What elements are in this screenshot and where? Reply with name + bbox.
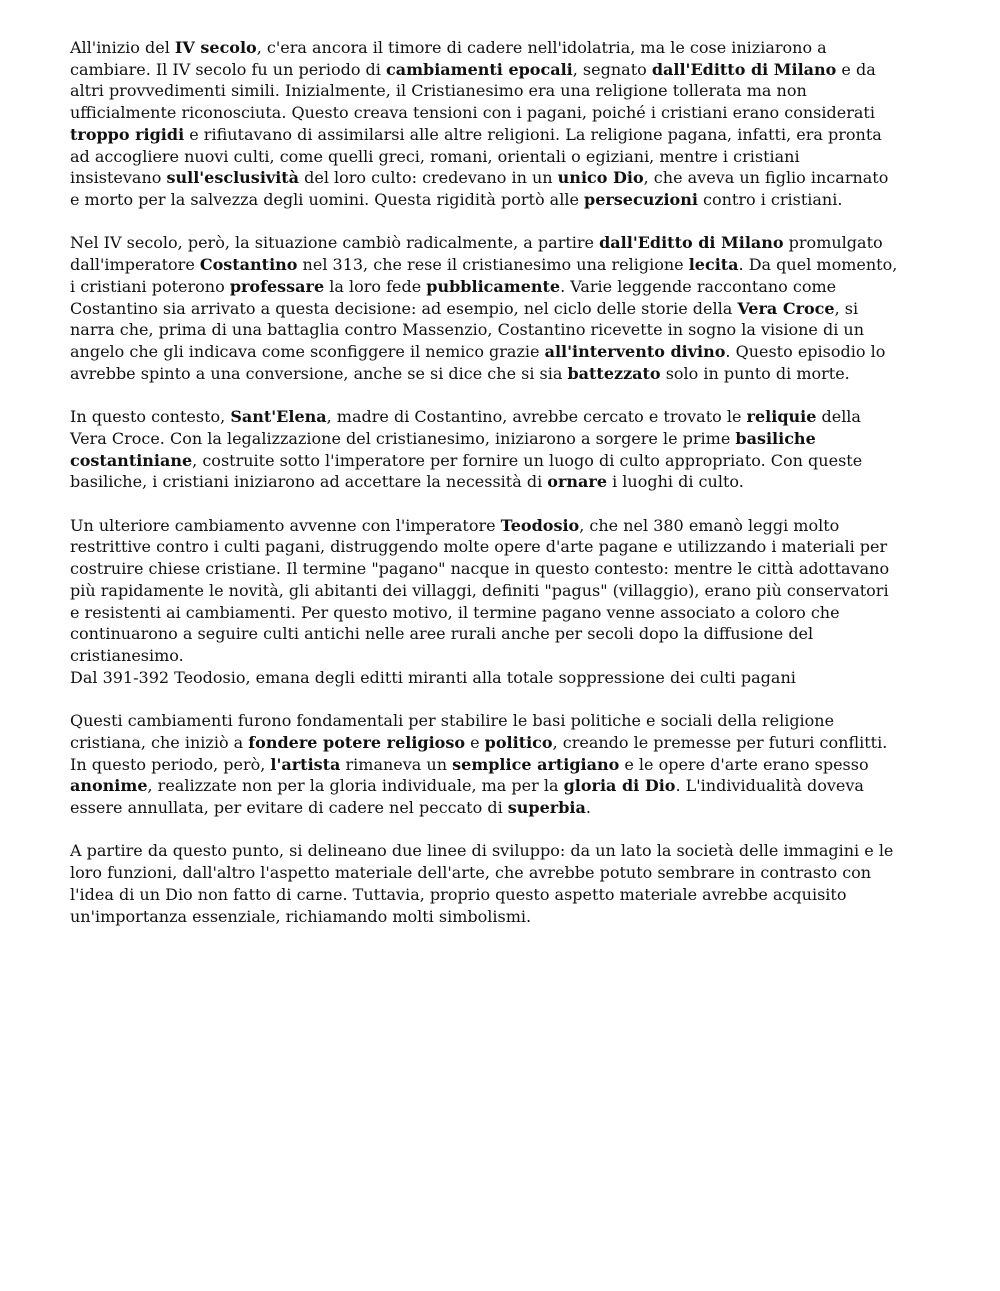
text-line [70, 298, 938, 320]
text-run: cristiana, che iniziò a [70, 732, 249, 752]
bold-text: battezzato [567, 363, 661, 383]
text-line [70, 406, 938, 428]
bold-text: troppo rigidi [70, 124, 185, 144]
text-run: promulgato [783, 233, 883, 253]
text-line [70, 667, 938, 689]
paragraph [70, 840, 938, 927]
text-run: , madre di Costantino, avrebbe cercato e trovato le [326, 407, 747, 427]
text-line [70, 645, 938, 667]
text-run: , creando le premesse per futuri conflitti. [552, 732, 888, 752]
text-run: , si [834, 298, 859, 318]
bold-text: semplice artigiano [452, 754, 620, 774]
paragraph [70, 232, 938, 384]
text-run: solo in punto di morte. [660, 363, 850, 383]
text-line [70, 450, 938, 472]
text-run: . Varie leggende raccontano come [560, 276, 837, 296]
text-line [70, 862, 938, 884]
bold-text: pubblicamente [426, 276, 561, 296]
bold-text: politico [484, 732, 553, 752]
text-run: . Questo episodio lo [725, 341, 886, 361]
text-line [70, 254, 938, 276]
text-run: dall'imperatore [70, 255, 200, 275]
bold-text: Teodosio [500, 515, 580, 535]
bold-text: persecuzioni [584, 189, 698, 209]
text-run: avrebbe spinto a una conversione, anche se si dice che si sia [70, 363, 568, 383]
text-run: , c'era ancora il timore di cadere nell'idolatria, ma le cose iniziarono a [256, 38, 827, 57]
text-line [70, 37, 938, 59]
bold-text: professare [229, 276, 325, 296]
text-line [70, 906, 938, 928]
bold-text: Costantino [199, 255, 298, 275]
paragraph [70, 406, 938, 493]
text-line [70, 341, 938, 363]
text-run: i luoghi di culto. [607, 472, 744, 492]
text-run: continuarono a seguire culti antichi nelle aree rurali anche per secoli dopo la diffusione del [70, 624, 814, 644]
text-run: e da [836, 59, 876, 79]
text-line [70, 515, 938, 537]
text-run: e resistenti ai cambiamenti. Per questo motivo, il termine pagano venne associato a coloro che [70, 602, 840, 622]
text-run: Dal 391-392 Teodosio, emana degli editti miranti alla totale soppressione dei culti pagani [70, 667, 796, 687]
text-run: , che nel 380 emanò leggi molto [579, 515, 840, 535]
text-line [70, 710, 938, 732]
bold-text: l'artista [270, 754, 341, 774]
text-run: e rifiutavano di assimilarsi alle altre religioni. La religione pagana, infatti, era pronta [184, 124, 882, 144]
bold-text: dall'Editto di Milano [651, 59, 837, 79]
text-line [70, 471, 938, 493]
text-run: , che aveva un figlio incarnato [643, 168, 889, 188]
text-line [70, 536, 938, 558]
text-line [70, 124, 938, 146]
text-run: All'inizio del [70, 38, 175, 57]
bold-text: IV secolo [174, 38, 257, 57]
document-body [70, 37, 938, 949]
text-run: rimaneva un [340, 754, 453, 774]
bold-text: unico Dio [557, 168, 644, 188]
text-run: più rapidamente le novità, gli abitanti dei villaggi, definiti "pagus" (villaggio), erano più conservatori [70, 580, 889, 600]
text-line [70, 580, 938, 602]
text-run: Questi cambiamenti furono fondamentali per stabilire le basi politiche e sociali della religione [70, 711, 835, 731]
text-run: In questo periodo, però, [70, 754, 271, 774]
bold-text: all'intervento divino [544, 341, 726, 361]
text-line [70, 797, 938, 819]
paragraph [70, 37, 938, 211]
text-run: basiliche, i cristiani iniziarono ad accettare la necessità di [70, 472, 548, 492]
text-run: , realizzate non per la gloria individuale, ma per la [147, 776, 564, 796]
paragraph [70, 515, 938, 667]
text-line [70, 775, 938, 797]
text-run: della [816, 407, 861, 427]
bold-text: cambiamenti epocali [385, 59, 573, 79]
text-run: cristianesimo. [70, 645, 184, 665]
bold-text: anonime [70, 776, 148, 796]
text-line [70, 363, 938, 385]
paragraph [70, 667, 938, 689]
bold-text: costantiniane [70, 450, 193, 470]
text-line [70, 276, 938, 298]
text-line [70, 189, 938, 211]
text-run: del loro culto: credevano in un [299, 168, 558, 188]
text-run: Nel IV secolo, però, la situazione cambiò radicalmente, a partire [70, 233, 600, 253]
bold-text: basiliche [735, 428, 816, 448]
text-run: loro funzioni, dall'altro l'aspetto materiale dell'arte, che avrebbe potuto sembrare in contrasto con [70, 863, 872, 883]
text-line [70, 623, 938, 645]
text-run: costruire chiese cristiane. Il termine "pagano" nacque in questo contesto: mentre le città adottavano [70, 559, 890, 579]
text-run: i cristiani poterono [70, 276, 230, 296]
text-run: cambiare. Il IV secolo fu un periodo di [70, 59, 386, 79]
bold-text: gloria di Dio [563, 776, 676, 796]
text-line [70, 232, 938, 254]
text-run: altri provvedimenti simili. Inizialmente, il Cristianesimo era una religione tollerata ma non [70, 81, 807, 101]
text-run: un'importanza essenziale, richiamando molti simbolismi. [70, 906, 532, 926]
text-run: . [585, 797, 591, 817]
text-run: , segnato [572, 59, 652, 79]
text-run: nel 313, che rese il cristianesimo una religione [297, 255, 689, 275]
text-line [70, 146, 938, 168]
text-run: contro i cristiani. [697, 189, 843, 209]
bold-text: dall'Editto di Milano [599, 233, 784, 253]
text-run: insistevano [70, 168, 167, 188]
bold-text: Sant'Elena [230, 407, 327, 427]
text-line [70, 80, 938, 102]
text-run: . L'individualità doveva [675, 776, 864, 796]
text-line [70, 732, 938, 754]
text-line [70, 884, 938, 906]
bold-text: superbia [507, 797, 586, 817]
text-run: essere annullata, per evitare di cadere nel peccato di [70, 797, 508, 817]
text-run: A partire da questo punto, si delineano due linee di sviluppo: da un lato la società delle immagini e le [70, 841, 894, 861]
text-line [70, 602, 938, 624]
paragraph [70, 710, 938, 819]
text-run: narra che, prima di una battaglia contro Massenzio, Costantino ricevette in sogno la visione di un [70, 320, 865, 340]
text-run: restrittive contro i culti pagani, distruggendo molte opere d'arte pagane e utilizzando i materiali per [70, 537, 888, 557]
text-run: Costantino sia arrivato a questa decisione: ad esempio, nel ciclo delle storie della [70, 298, 738, 318]
text-run: ad accogliere nuovi culti, come quelli greci, romani, orientali o egiziani, mentre i cristiani [70, 146, 800, 166]
text-run: e le opere d'arte erano spesso [619, 754, 869, 774]
text-run: Un ulteriore cambiamento avvenne con l'imperatore [70, 515, 501, 535]
text-line [70, 167, 938, 189]
text-line [70, 428, 938, 450]
text-run: ufficialmente riconosciuta. Questo creava tensioni con i pagani, poiché i cristiani erano considerati [70, 103, 875, 123]
bold-text: ornare [547, 472, 608, 492]
text-run: Vera Croce. Con la legalizzazione del cristianesimo, iniziarono a sorgere le prime [70, 428, 736, 448]
text-run: e morto per la salvezza degli uomini. Questa rigidità portò alle [70, 189, 584, 209]
text-run: e [465, 732, 485, 752]
bold-text: Vera Croce [737, 298, 835, 318]
text-line [70, 754, 938, 776]
bold-text: sull'esclusività [166, 168, 300, 188]
text-line [70, 840, 938, 862]
text-run: angelo che gli indicava come sconfiggere il nemico grazie [70, 341, 545, 361]
bold-text: lecita [688, 255, 739, 275]
text-run: . Da quel momento, [738, 255, 898, 275]
text-line [70, 558, 938, 580]
bold-text: fondere potere religioso [248, 732, 466, 752]
text-run: , costruite sotto l'imperatore per fornire un luogo di culto appropriato. Con queste [192, 450, 863, 470]
text-run: l'idea di un Dio non fatto di carne. Tuttavia, proprio questo aspetto materiale avrebbe acquisito [70, 884, 847, 904]
text-line [70, 102, 938, 124]
text-run: la loro fede [324, 276, 427, 296]
text-run: In questo contesto, [70, 407, 231, 427]
text-line [70, 319, 938, 341]
bold-text: reliquie [746, 407, 817, 427]
text-line [70, 59, 938, 81]
